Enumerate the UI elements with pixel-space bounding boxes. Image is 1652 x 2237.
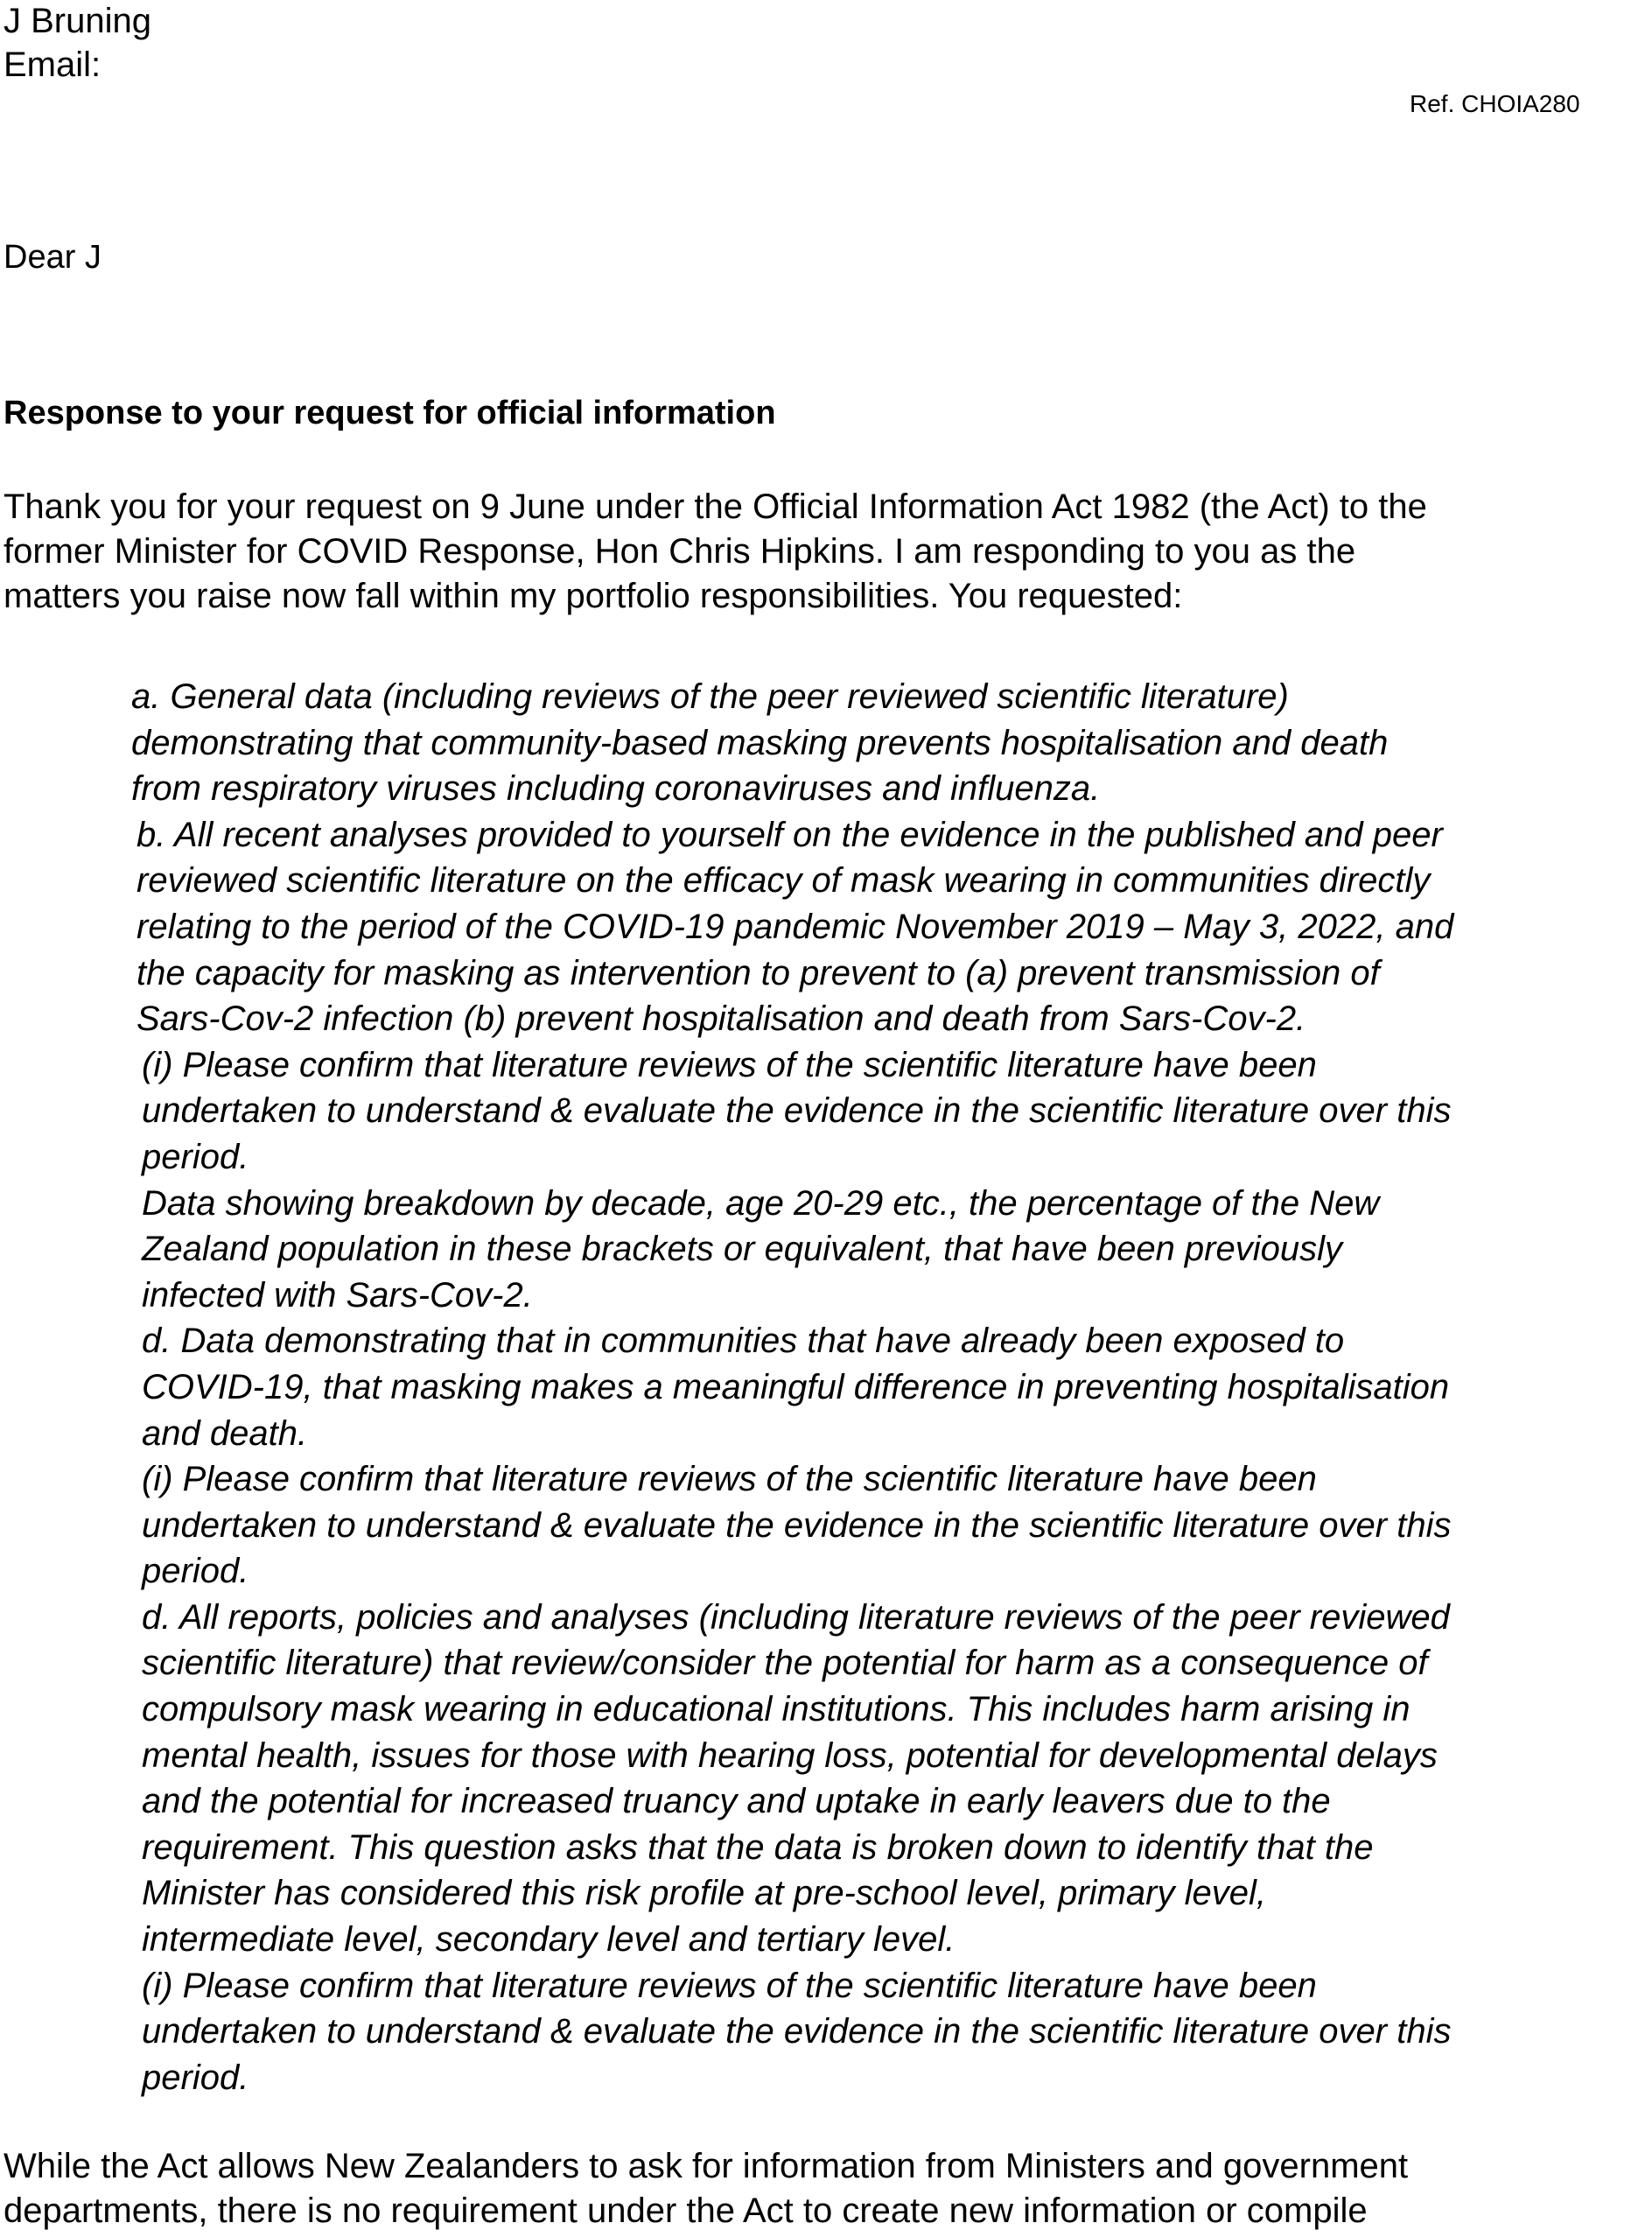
request-line: (i) Please confirm that literature reviews of the scientific literature have been: [142, 1460, 1317, 1499]
request-line: compulsory mask wearing in educational institutions. This includes harm arising in: [142, 1690, 1410, 1729]
request-line: a. General data (including reviews of the peer reviewed scientific literature): [131, 677, 1289, 716]
request-item-c: [131, 1181, 1652, 1319]
request-line: scientific literature) that review/consider the potential for harm as a consequence of: [142, 1644, 1428, 1683]
subject-heading: Response to your request for official information: [4, 395, 776, 431]
reference-number: Ref. CHOIA280: [1410, 90, 1580, 117]
request-line: undertaken to understand & evaluate the evidence in the scientific literature over this: [142, 2012, 1452, 2051]
request-line: the capacity for masking as intervention to prevent to (a) prevent transmission of: [136, 953, 1380, 992]
salutation: Dear J: [4, 239, 102, 276]
request-line: intermediate level, secondary level and tertiary level.: [142, 1920, 956, 1960]
request-line: infected with Sars-Cov-2.: [142, 1275, 533, 1315]
request-line: Sars-Cov-2 infection (b) prevent hospitalisation and death from Sars-Cov-2.: [136, 999, 1306, 1039]
request-list: [131, 674, 1652, 2100]
request-line: undertaken to understand & evaluate the evidence in the scientific literature over this: [142, 1091, 1452, 1131]
request-line: period.: [142, 2058, 249, 2097]
recipient-name: J Bruning: [4, 2, 151, 40]
request-line: b. All recent analyses provided to yourself on the evidence in the published and peer: [136, 815, 1443, 854]
request-line: period.: [142, 1552, 249, 1591]
request-line: Zealand population in these brackets or equivalent, that have been previously: [142, 1230, 1343, 1269]
request-line: mental health, issues for those with hearing loss, potential for developmental delays: [142, 1736, 1438, 1775]
closing-line: While the Act allows New Zealanders to ask for information from Ministers and government: [4, 2147, 1409, 2185]
intro-line: matters you raise now fall within my portfolio responsibilities. You requested:: [4, 577, 1183, 615]
request-item-d2-i: [131, 1963, 1652, 2101]
request-line: reviewed scientific literature on the efficacy of mask wearing in communities directly: [136, 861, 1431, 901]
closing-paragraph: [4, 2144, 1648, 2233]
request-line: Data showing breakdown by decade, age 20-29 etc., the percentage of the New: [142, 1183, 1380, 1223]
intro-line: former Minister for COVID Response, Hon Chris Hipkins. I am responding to you as the: [4, 532, 1356, 571]
request-item-d-i: [131, 1456, 1652, 1595]
intro-paragraph: [4, 485, 1648, 619]
intro-line: Thank you for your request on 9 June under the Official Information Act 1982 (the Act) to the: [4, 487, 1427, 526]
request-line: and the potential for increased truancy and uptake in early leavers due to the: [142, 1782, 1331, 1821]
request-line: and death.: [142, 1413, 308, 1453]
request-line: demonstrating that community-based masking prevents hospitalisation and death: [131, 723, 1389, 762]
request-line: Minister has considered this risk profile at pre-school level, primary level,: [142, 1874, 1266, 1913]
request-line: undertaken to understand & evaluate the evidence in the scientific literature over this: [142, 1505, 1452, 1545]
request-line: (i) Please confirm that literature reviews of the scientific literature have been: [142, 1045, 1317, 1084]
request-item-d: [131, 1318, 1652, 1456]
request-item-d2: [131, 1595, 1652, 1963]
request-item-b-i: [131, 1042, 1652, 1181]
request-line: (i) Please confirm that literature reviews of the scientific literature have been: [142, 1966, 1317, 2005]
request-line: period.: [142, 1137, 249, 1176]
request-line: relating to the period of the COVID-19 pandemic November 2019 – May 3, 2022, and: [136, 907, 1454, 946]
request-line: d. All reports, policies and analyses (including literature reviews of the peer reviewed: [142, 1597, 1450, 1637]
request-item-a: [131, 674, 1652, 812]
request-line: COVID-19, that masking makes a meaningful difference in preventing hospitalisation: [142, 1367, 1450, 1406]
request-item-b: [131, 812, 1652, 1042]
recipient-email-label: Email:: [4, 46, 102, 84]
request-line: from respiratory viruses including coronaviruses and influenza.: [131, 769, 1101, 809]
request-line: d. Data demonstrating that in communities that have already been exposed to: [142, 1322, 1345, 1361]
request-line: requirement. This question asks that the data is broken down to identify that the: [142, 1827, 1374, 1867]
closing-line: departments, there is no requirement under the Act to create new information or compile: [4, 2191, 1368, 2230]
